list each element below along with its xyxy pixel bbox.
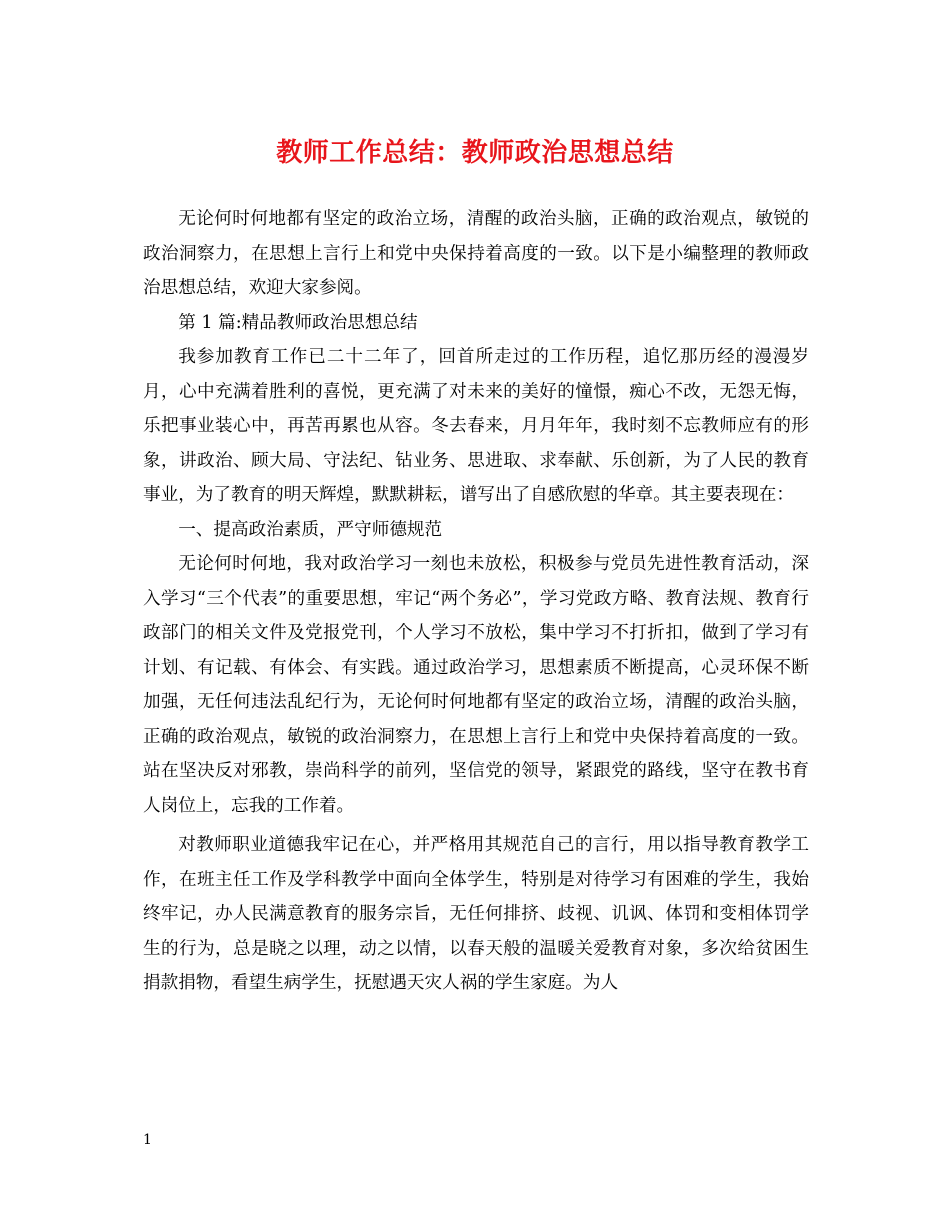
intro-paragraph: 无论何时何地都有坚定的政治立场，清醒的政治头脑，正确的政治观点，敏锐的政治洞察力，在思想上言行上和党中央保持着高度的一致。以下是小编整理的教师政治思想总结，欢迎大家参阅。: [143, 209, 809, 298]
body-paragraph: 我参加教育工作已二十二年了，回首所走过的工作历程，追忆那历经的漫漫岁月，心中充满着胜利的喜悦，更充满了对未来的美好的憧憬，痴心不改，无怨无悔，乐把事业装心中，再苦再累也从容。冬去春来，月月年年，我时刻不忘教师应有的形象，讲政治、顾大局、守法纪、钻业务、思进取、求奉献、乐创新，为了人民的教育事业，为了教育的明天辉煌，默默耕耘，谱写出了自感欣慰的华章。其主要表现在：: [143, 347, 809, 505]
body-paragraph: 无论何时何地，我对政治学习一刻也未放松，积极参与党员先进性教育活动，深入学习“三个代表”的重要思想，牢记“两个务必”，学习党政方略、教育法规、教育行政部门的相关文件及党报党刊，个人学习不放松，集中学习不打折扣，做到了学习有计划、有记载、有体会、有实践。通过政治学习，思想素质不断提高，心灵环保不断加强，无任何违法乱纪行为，无论何时何地都有坚定的政治立场，清醒的政治头脑，正确的政治观点，敏锐的政治洞察力，在思想上言行上和党中央保持着高度的一致。站在坚决反对邪教，崇尚科学的前列，坚信党的领导，紧跟党的路线，坚守在教书育人岗位上，忘我的工作着。: [143, 554, 809, 816]
document-body: [143, 202, 809, 1001]
section-heading: 一、提高政治素质，严守师德规范: [178, 519, 443, 540]
page-number: 1: [143, 1132, 152, 1148]
body-paragraph: 对教师职业道德我牢记在心，并严格用其规范自己的言行，用以指导教育教学工作，在班主任工作及学科教学中面向全体学生，特别是对待学习有困难的学生，我始终牢记，办人民满意教育的服务宗旨，无任何排挤、歧视、讥讽、体罚和变相体罚学生的行为，总是晓之以理，动之以情，以春天般的温暖关爱教育对象，多次给贫困生捐款捐物，看望生病学生，抚慰遇天灾人祸的学生家庭。为人: [143, 835, 809, 993]
section-heading: 第 1 篇:精品教师政治思想总结: [178, 312, 418, 333]
document-title: 教师工作总结：教师政治思想总结: [276, 138, 674, 168]
